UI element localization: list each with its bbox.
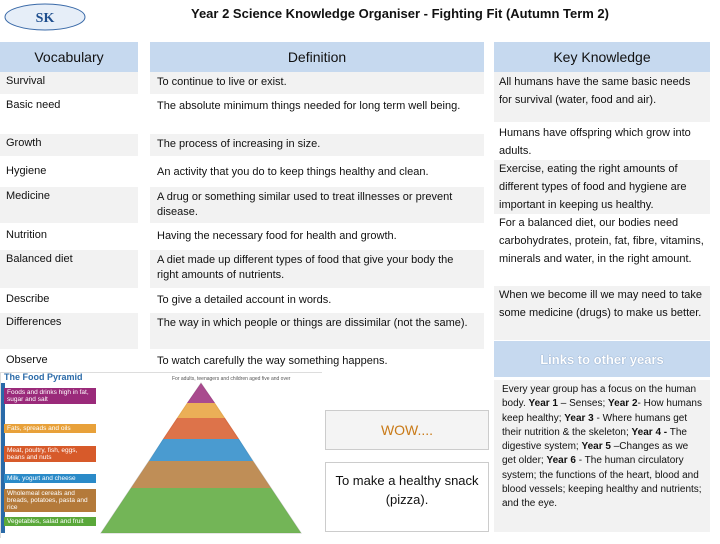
links-title: Links to other years: [540, 351, 664, 367]
vocab-definition: An activity that you do to keep things healthy and clean.: [150, 162, 484, 184]
page-title: Year 2 Science Knowledge Organiser - Fighting Fit (Autumn Term 2): [191, 6, 609, 21]
table-row: [0, 313, 484, 349]
snack-box: To make a healthy snack (pizza).: [325, 462, 489, 532]
vocab-definition: The way in which people or things are dissimilar (not the same).: [150, 313, 484, 349]
key-knowledge-item: All humans have the same basic needs for survival (water, food and air).: [494, 72, 710, 122]
pyramid-tier: [149, 439, 253, 461]
vocab-term: Describe: [0, 290, 138, 312]
links-body: [494, 380, 710, 532]
table-row: [0, 72, 484, 94]
pyramid-band-label: Meat, poultry, fish, eggs, beans and nuts: [4, 446, 96, 462]
vocabulary-header: Vocabulary: [0, 42, 138, 72]
year4-text: The digestive system;: [502, 426, 687, 453]
key-knowledge-item: Humans have offspring which grow into adults.: [494, 124, 710, 160]
vocab-term: Hygiene: [0, 162, 138, 184]
links-intro: Every year group has a focus on the human body.: [502, 384, 697, 410]
vocab-term: Growth: [0, 134, 138, 156]
key-knowledge-header: Key Knowledge: [494, 42, 710, 72]
vocab-definition: The absolute minimum things needed for long term well being.: [150, 96, 484, 132]
table-row: [0, 290, 484, 312]
pyramid-band-label: Wholemeal cereals and breads, potatoes, pasta and rice: [4, 489, 96, 512]
food-pyramid-title: The Food Pyramid: [4, 372, 83, 382]
year4-label: Year 4 -: [631, 426, 668, 438]
wow-box: WOW....: [325, 410, 489, 450]
pyramid-tier: [131, 461, 271, 488]
key-knowledge-item: Exercise, eating the right amounts of different types of food and hygiene are important in keeping us healthy.: [494, 160, 710, 214]
logo-text: SK: [35, 11, 55, 26]
vocab-definition: A drug or something similar used to treat illnesses or prevent disease.: [150, 187, 484, 223]
vocab-term: Balanced diet: [0, 250, 138, 288]
year2-label: Year 2: [608, 398, 638, 410]
vocab-term: Differences: [0, 313, 138, 349]
vocab-definition: A diet made up different types of food that give your body the right amounts of nutrients.: [150, 250, 484, 288]
table-row: [0, 187, 484, 223]
pyramid-band-label: Vegetables, salad and fruit: [4, 517, 96, 526]
definition-header: Definition: [150, 42, 484, 72]
vocab-definition: The process of increasing in size.: [150, 134, 484, 156]
food-pyramid-subtitle: For adults, teenagers and children aged five and over: [172, 376, 291, 382]
vocab-term: Survival: [0, 72, 138, 94]
vocab-definition: To give a detailed account in words.: [150, 290, 484, 312]
school-logo: [2, 2, 88, 32]
table-row: [0, 134, 484, 156]
pyramid-band-label: Milk, yogurt and cheese: [4, 474, 96, 483]
year6-text: - The human circulatory system; the functions of the heart, blood and blood vessels; keeping healthy and nutrients; and the eye.: [502, 455, 702, 510]
links-header: [494, 341, 710, 377]
table-row: [0, 96, 484, 132]
vocab-definition: To watch carefully the way something happens.: [150, 351, 484, 372]
pyramid-band-label: Foods and drinks high in fat, sugar and salt: [4, 388, 96, 404]
vocab-term: Nutrition: [0, 226, 138, 248]
table-row: [0, 250, 484, 288]
pyramid-band-label: Fats, spreads and oils: [4, 424, 96, 433]
key-knowledge-item: When we become ill we may need to take some medicine (drugs) to make us better.: [494, 286, 710, 340]
year5-text: –Changes as we get older;: [502, 441, 689, 467]
pyramid-tier: [101, 488, 301, 533]
year6-label: Year 6: [546, 455, 576, 467]
key-knowledge-item: For a balanced diet, our bodies need carbohydrates, protein, fat, fibre, vitamins, minerals and water, in the right amount.: [494, 214, 710, 286]
year5-label: Year 5: [581, 441, 611, 453]
table-row: [0, 162, 484, 184]
vocab-term: Observe: [0, 351, 138, 372]
vocab-definition: To continue to live or exist.: [150, 72, 484, 94]
table-row: [0, 226, 484, 248]
year1-text: – Senses;: [558, 398, 609, 410]
vocab-definition: Having the necessary food for health and growth.: [150, 226, 484, 248]
year2-text: - How humans keep healthy;: [502, 398, 702, 424]
vocab-term: Basic need: [0, 96, 138, 132]
year3-text: - Where humans get their nutrition & the skeleton;: [502, 412, 688, 438]
vocab-term: Medicine: [0, 187, 138, 223]
year3-label: Year 3: [564, 412, 594, 424]
table-row: [0, 351, 484, 372]
year1-label: Year 1: [528, 398, 558, 410]
